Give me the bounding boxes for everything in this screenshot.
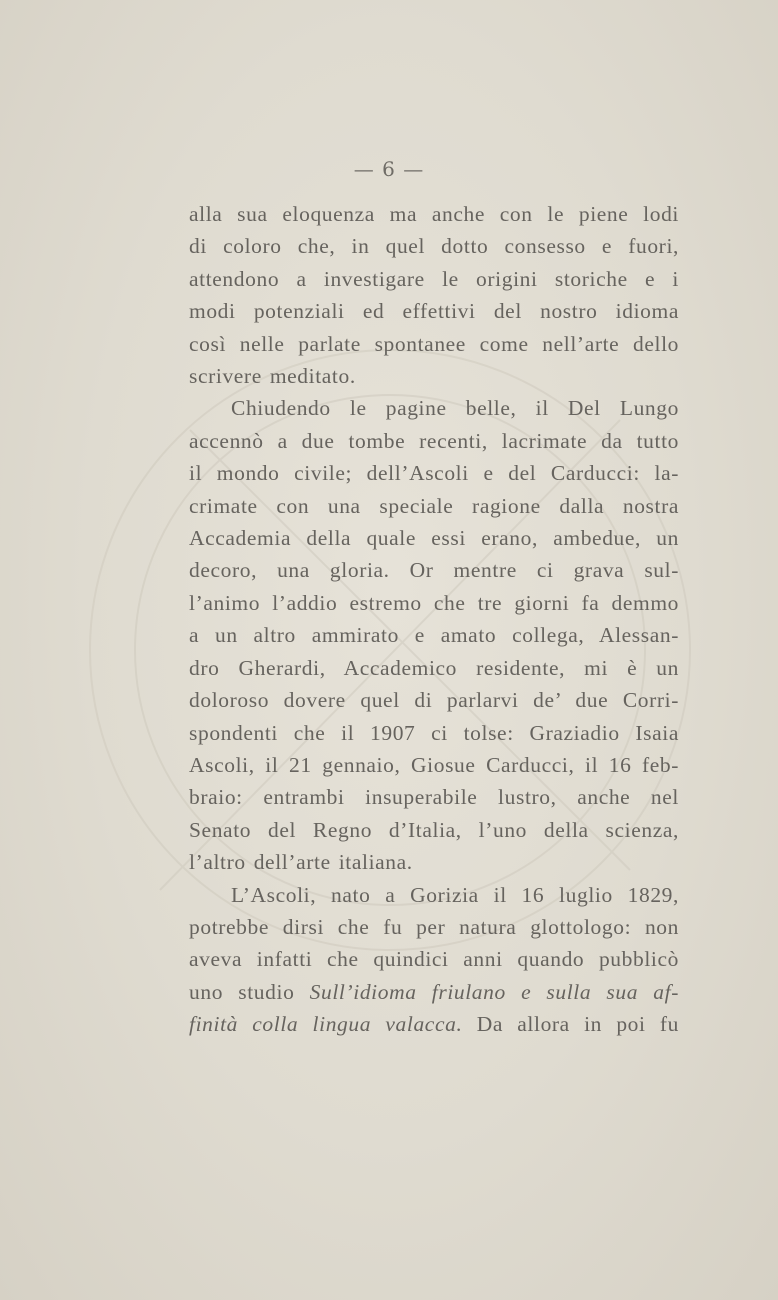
text-line: a un altro ammirato e amato collega, Alessan- bbox=[189, 623, 679, 648]
text-line: l’animo l’addio estremo che tre giorni fa demmo bbox=[189, 590, 679, 615]
text-line: potrebbe dirsi che fu per natura glottologo: non bbox=[189, 914, 679, 939]
text-line: scrivere meditato. bbox=[189, 364, 356, 389]
text-line: modi potenziali ed effettivi del nostro idioma bbox=[189, 299, 679, 324]
text-line: l’altro dell’arte italiana. bbox=[189, 850, 413, 875]
text-line: alla sua eloquenza ma anche con le piene lodi bbox=[189, 202, 679, 226]
paragraph-first-line: Chiudendo le pagine belle, il Del Lungo bbox=[231, 396, 679, 421]
text-line: decoro, una gloria. Or mentre ci grava sul- bbox=[189, 558, 679, 583]
italic-title: Sull’idioma friulano e sulla sua af- bbox=[309, 979, 679, 1004]
text-line: crimate con una speciale ragione dalla nostra bbox=[189, 493, 679, 518]
text-line: accennò a due tombe recenti, lacrimate da tutto bbox=[189, 428, 679, 453]
text-segment: uno studio bbox=[189, 979, 295, 1004]
text-line: così nelle parlate spontanee come nell’arte dello bbox=[189, 331, 679, 356]
text-line: Ascoli, il 21 gennaio, Giosue Carducci, il 16 feb- bbox=[189, 752, 679, 777]
text-line bbox=[189, 1008, 679, 1040]
text-line bbox=[189, 976, 679, 1008]
text-line: doloroso dovere quel di parlarvi de’ due Corri- bbox=[189, 688, 679, 713]
text-line: di coloro che, in quel dotto consesso e fuori, bbox=[189, 234, 679, 259]
text-line: attendono a investigare le origini storiche e i bbox=[189, 266, 679, 291]
text-line: spondenti che il 1907 ci tolse: Graziadio Isaia bbox=[189, 720, 679, 745]
text-line: aveva infatti che quindici anni quando pubblicò bbox=[189, 947, 679, 972]
italic-title: finità colla lingua valacca. bbox=[189, 1012, 463, 1037]
body-text bbox=[189, 198, 679, 1041]
text-line: Senato del Regno d’Italia, l’uno della scienza, bbox=[189, 817, 679, 842]
paragraph-first-line: L’Ascoli, nato a Gorizia il 16 luglio 1829, bbox=[231, 882, 679, 907]
text-segment: Da allora in poi fu bbox=[476, 1012, 679, 1037]
text-line: braio: entrambi insuperabile lustro, anche nel bbox=[189, 785, 679, 810]
text-line: il mondo civile; dell’Ascoli e del Carducci: la- bbox=[189, 461, 679, 486]
text-line: Accademia della quale essi erano, ambedue, un bbox=[189, 526, 679, 551]
page-number: — 6 — bbox=[353, 157, 425, 181]
text-line: dro Gherardi, Accademico residente, mi è un bbox=[189, 655, 679, 680]
